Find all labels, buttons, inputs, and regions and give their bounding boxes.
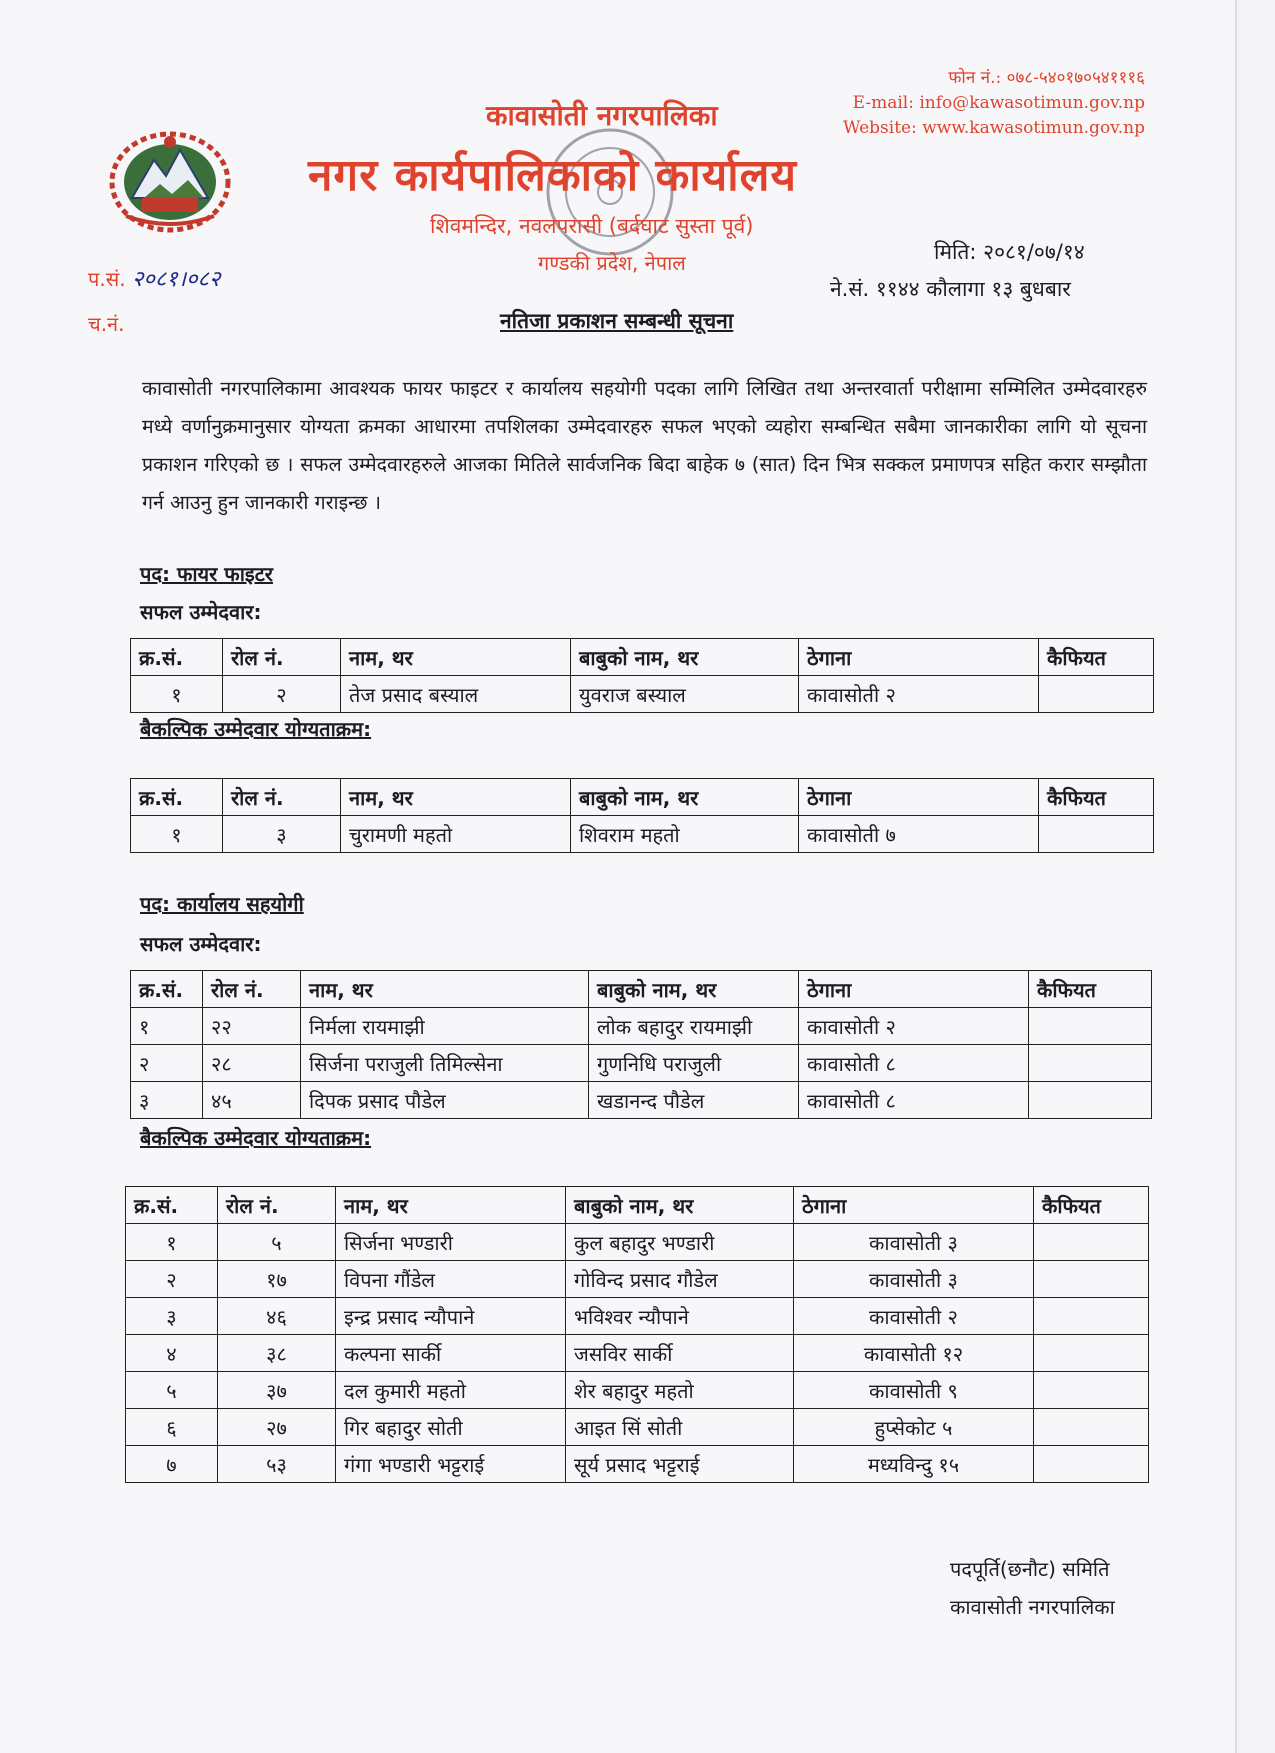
cell-sn: ३ <box>131 1082 203 1119</box>
cell-roll: ३८ <box>218 1335 336 1372</box>
header-roll: रोल नं. <box>203 971 301 1008</box>
cn-label: च.नं. <box>88 312 125 336</box>
cell-sn: ४ <box>126 1335 218 1372</box>
table-header-row <box>126 1187 1149 1224</box>
cell-sn: १ <box>126 1224 218 1261</box>
cell-name: चुरामणी महतो <box>341 816 571 853</box>
cell-name: सिर्जना भण्डारी <box>336 1224 566 1261</box>
header-remarks: कैफियत <box>1029 971 1152 1008</box>
cell-father-name: जसविर सार्की <box>566 1335 794 1372</box>
cell-father-name: शिवराम महतो <box>571 816 799 853</box>
table-header-row <box>131 971 1152 1008</box>
cell-sn: २ <box>126 1261 218 1298</box>
cell-name: सिर्जना पराजुली तिमिल्सेना <box>301 1045 589 1082</box>
header-sn: क्र.सं. <box>131 779 223 816</box>
cell-father-name: लोक बहादुर रायमाझी <box>589 1008 799 1045</box>
header-address: ठेगाना <box>799 779 1039 816</box>
signature-block <box>950 1550 1115 1626</box>
table-row <box>131 1082 1152 1119</box>
signature-committee: पदपूर्ति(छनौट) समिति <box>950 1557 1110 1581</box>
header-address: ठेगाना <box>794 1187 1034 1224</box>
header-father-name: बाबुको नाम, थर <box>566 1187 794 1224</box>
website-link[interactable]: Website: www.kawasotimun.gov.np <box>843 118 1145 138</box>
phone-number: फोन नं.: ०७८-५४०१७०५४१११६ <box>948 68 1145 88</box>
cell-remarks <box>1034 1446 1149 1483</box>
table-row <box>126 1372 1149 1409</box>
cell-roll: २७ <box>218 1409 336 1446</box>
cell-name: विपना गौंडेल <box>336 1261 566 1298</box>
cell-sn: १ <box>131 1008 203 1045</box>
cell-roll: १७ <box>218 1261 336 1298</box>
office-name: नगर कार्यपालिकाको कार्यालय <box>308 150 797 201</box>
cell-remarks <box>1034 1224 1149 1261</box>
signature-municipality: कावासोती नगरपालिका <box>950 1595 1115 1619</box>
table-row <box>126 1446 1149 1483</box>
address-line-2: गण्डकी प्रदेश, नेपाल <box>538 251 686 275</box>
cell-address: कावासोती ७ <box>799 816 1039 853</box>
header-address: ठेगाना <box>799 971 1029 1008</box>
cell-father-name: गुणनिधि पराजुली <box>589 1045 799 1082</box>
header-roll: रोल नं. <box>223 779 341 816</box>
cell-name: गंगा भण्डारी भट्टराई <box>336 1446 566 1483</box>
header-name: नाम, थर <box>341 779 571 816</box>
cell-sn: १ <box>131 816 223 853</box>
cell-roll: ५३ <box>218 1446 336 1483</box>
header-sn: क्र.सं. <box>131 639 223 676</box>
cell-address: हुप्सेकोट ५ <box>794 1409 1034 1446</box>
cell-father-name: आइत सिं सोती <box>566 1409 794 1446</box>
cell-roll: २८ <box>203 1045 301 1082</box>
cell-sn: १ <box>131 676 223 713</box>
cell-address: कावासोती ३ <box>794 1224 1034 1261</box>
cell-roll: २२ <box>203 1008 301 1045</box>
cell-sn: ५ <box>126 1372 218 1409</box>
cell-sn: ३ <box>126 1298 218 1335</box>
address-line-1: शिवमन्दिर, नवलपरासी (बर्दघाट सुस्ता पूर्व) <box>430 214 754 238</box>
cell-name: गिर बहादुर सोती <box>336 1409 566 1446</box>
header-address: ठेगाना <box>799 639 1039 676</box>
cell-roll: ३७ <box>218 1372 336 1409</box>
cell-remarks <box>1039 676 1154 713</box>
cell-father-name: सूर्य प्रसाद भट्टराई <box>566 1446 794 1483</box>
header-roll: रोल नं. <box>218 1187 336 1224</box>
cell-name: दिपक प्रसाद पौडेल <box>301 1082 589 1119</box>
cell-remarks <box>1034 1261 1149 1298</box>
cell-name: इन्द्र प्रसाद न्यौपाने <box>336 1298 566 1335</box>
cell-address: कावासोती ९ <box>794 1372 1034 1409</box>
cell-address: कावासोती २ <box>794 1298 1034 1335</box>
ps-label: प.सं. <box>88 267 126 291</box>
cell-name: तेज प्रसाद बस्याल <box>341 676 571 713</box>
cell-father-name: भविश्वर न्यौपाने <box>566 1298 794 1335</box>
cell-roll: ५ <box>218 1224 336 1261</box>
header-remarks: कैफियत <box>1039 779 1154 816</box>
municipality-name: कावासोती नगरपालिका <box>486 99 718 132</box>
cell-address: कावासोती ८ <box>799 1045 1029 1082</box>
table-row <box>131 816 1154 853</box>
cell-remarks <box>1039 816 1154 853</box>
cell-name: निर्मला रायमाझी <box>301 1008 589 1045</box>
email-link[interactable]: E-mail: info@kawasotimun.gov.np <box>852 93 1145 113</box>
cell-remarks <box>1034 1372 1149 1409</box>
cell-roll: ४५ <box>203 1082 301 1119</box>
office-helper-successful-table <box>130 970 1152 1119</box>
cell-father-name: युवराज बस्याल <box>571 676 799 713</box>
table-row <box>131 1045 1152 1082</box>
cell-name: दल कुमारी महतो <box>336 1372 566 1409</box>
cell-father-name: खडानन्द पौडेल <box>589 1082 799 1119</box>
cell-father-name: गोविन्द प्रसाद गौडेल <box>566 1261 794 1298</box>
cell-roll: ४६ <box>218 1298 336 1335</box>
cell-father-name: शेर बहादुर महतो <box>566 1372 794 1409</box>
table-row <box>126 1335 1149 1372</box>
cell-sn: ६ <box>126 1409 218 1446</box>
cell-remarks <box>1029 1008 1152 1045</box>
table-row <box>126 1409 1149 1446</box>
header-remarks: कैफियत <box>1039 639 1154 676</box>
header-sn: क्र.सं. <box>126 1187 218 1224</box>
cell-remarks <box>1034 1409 1149 1446</box>
cell-remarks <box>1034 1335 1149 1372</box>
header-name: नाम, थर <box>301 971 589 1008</box>
header-father-name: बाबुको नाम, थर <box>571 639 799 676</box>
date-nepal-sambat: ने.सं. ११४४ कौलागा १३ बुधबार <box>830 277 1071 301</box>
cell-address: कावासोती २ <box>799 676 1039 713</box>
cell-father-name: कुल बहादुर भण्डारी <box>566 1224 794 1261</box>
header-father-name: बाबुको नाम, थर <box>571 779 799 816</box>
cell-remarks <box>1029 1082 1152 1119</box>
header-remarks: कैफियत <box>1034 1187 1149 1224</box>
notice-title: नतिजा प्रकाशन सम्बन्धी सूचना <box>500 309 734 333</box>
post-title-fire-fighter: पद: फायर फाइटर <box>140 562 273 586</box>
header-roll: रोल नं. <box>223 639 341 676</box>
fire-fighter-successful-table <box>130 638 1154 713</box>
header-father-name: बाबुको नाम, थर <box>589 971 799 1008</box>
cell-address: मध्यविन्दु १५ <box>794 1446 1034 1483</box>
cell-sn: २ <box>131 1045 203 1082</box>
table-row <box>126 1224 1149 1261</box>
header-sn: क्र.सं. <box>131 971 203 1008</box>
reference-number <box>88 263 220 293</box>
notice-body: कावासोती नगरपालिकामा आवश्यक फायर फाइटर र कार्यालय सहयोगी पदका लागि लिखित तथा अन्तरवार्ता परीक्षामा सम्मिलित उम्मेदवारहरु मध्ये वर्णानुक्रमानुसार योग्यता क्रमका आधारमा तपशिलका उम्मेदवारहरु सफल भएको व्यहोरा सम्बन्धित सबैमा जानकारीका लागि यो सूचना प्रकाशन गरिएको छ । सफल उम्मेदवारहरुले आजका मितिले सार्वजनिक बिदा बाहेक ७ (सात) दिन भित्र सक्कल प्रमाणपत्र सहित करार सम्झौता गर्न आउनु हुन जानकारी गराइन्छ । <box>142 377 1147 514</box>
cell-address: कावासोती ८ <box>799 1082 1029 1119</box>
ps-value: २०८१।०८२ <box>131 267 221 292</box>
contact-block <box>843 66 1145 141</box>
date-miti: मिति: २०८१/०७/१४ <box>934 240 1085 264</box>
office-helper-alternate-table <box>125 1186 1149 1483</box>
nepal-emblem-icon <box>108 128 232 238</box>
cell-sn: ७ <box>126 1446 218 1483</box>
table-header-row <box>131 639 1154 676</box>
table-row <box>126 1298 1149 1335</box>
successful-label: सफल उम्मेदवार: <box>140 600 262 624</box>
cell-name: कल्पना सार्की <box>336 1335 566 1372</box>
table-row <box>131 1008 1152 1045</box>
post-title-office-helper: पद: कार्यालय सहयोगी <box>140 892 304 916</box>
header-name: नाम, थर <box>336 1187 566 1224</box>
cell-remarks <box>1034 1298 1149 1335</box>
cell-roll: २ <box>223 676 341 713</box>
cell-roll: ३ <box>223 816 341 853</box>
cell-remarks <box>1029 1045 1152 1082</box>
alternate-label: बैकल्पिक उम्मेदवार योग्यताक्रम: <box>140 717 372 741</box>
cell-address: कावासोती १२ <box>794 1335 1034 1372</box>
successful-label: सफल उम्मेदवार: <box>140 932 262 956</box>
header-name: नाम, थर <box>341 639 571 676</box>
cell-address: कावासोती २ <box>799 1008 1029 1045</box>
table-row <box>131 676 1154 713</box>
cell-address: कावासोती ३ <box>794 1261 1034 1298</box>
table-row <box>126 1261 1149 1298</box>
table-header-row <box>131 779 1154 816</box>
fire-fighter-alternate-table <box>130 778 1154 853</box>
alternate-label: बैकल्पिक उम्मेदवार योग्यताक्रम: <box>140 1126 372 1150</box>
